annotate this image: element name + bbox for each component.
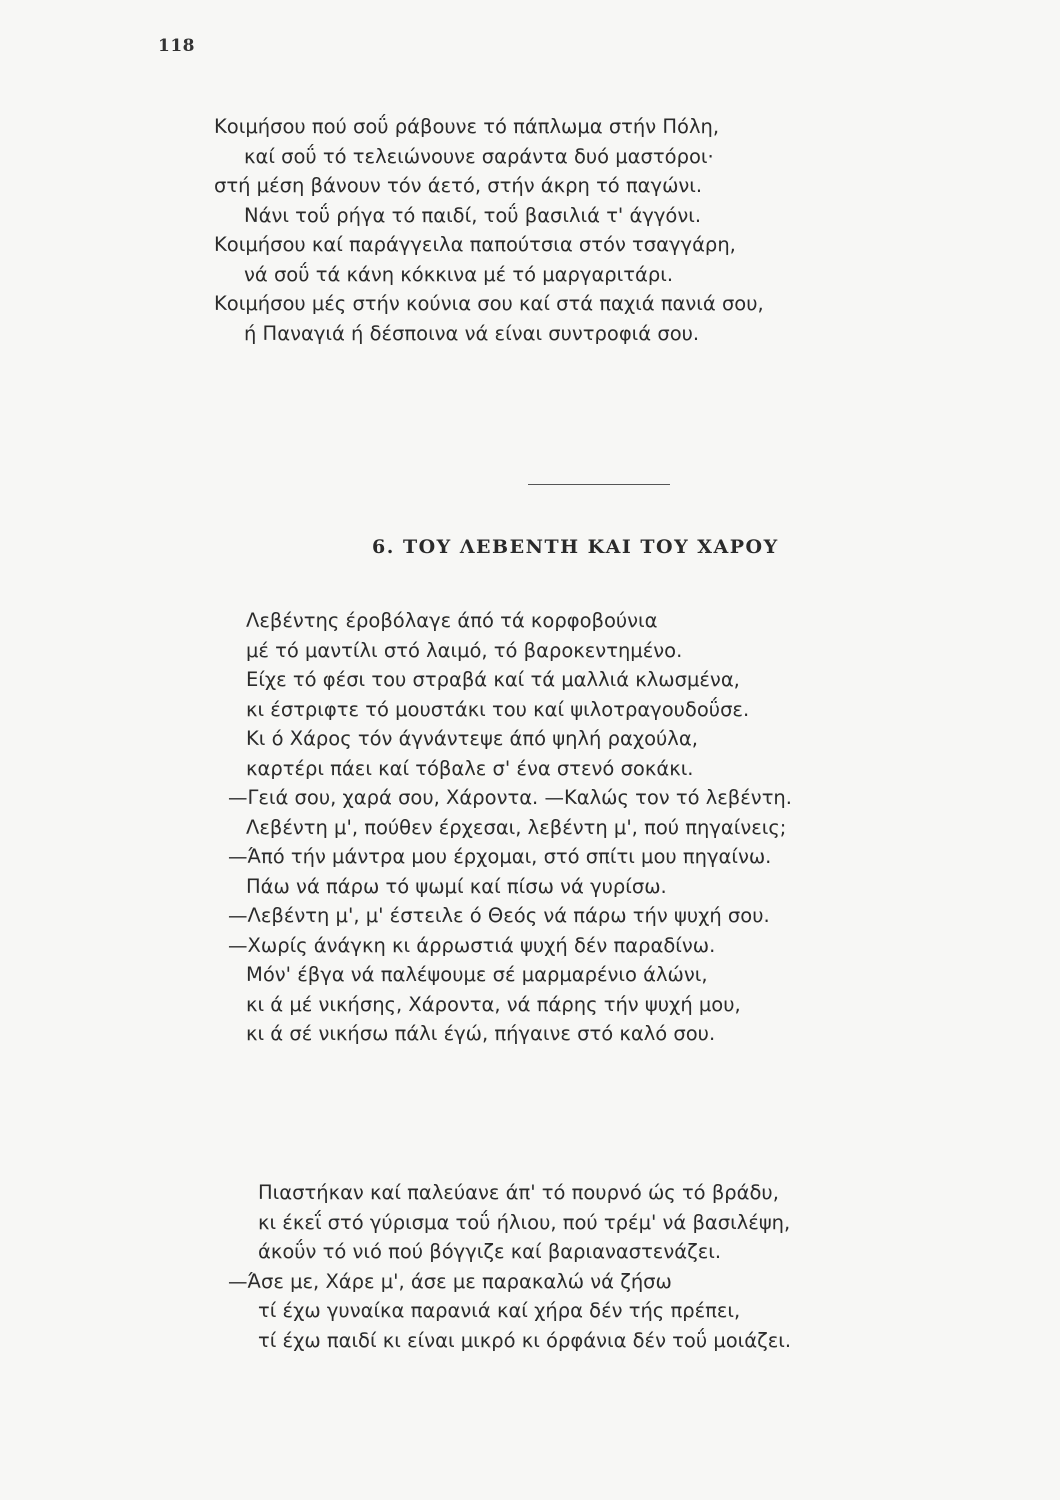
verse-line: Κοιμήσου καί παράγγειλα παπούτσια στόν τσαγγάρη,: [214, 233, 736, 256]
verse-line: καρτέρι πάει καί τόβαλε σ' ένα στενό σοκάκι.: [246, 756, 694, 780]
verse-line: τί έχω παιδί κι είναι μικρό κι όρφάνια δέν τοΰ μοιάζει.: [258, 1328, 792, 1352]
stanza-3: [228, 1178, 791, 1355]
verse-line: νά σοΰ τά κάνη κόκκινα μέ τό μαργαριτάρι.: [244, 262, 674, 286]
stanza-1: [214, 112, 764, 348]
verse-line: —Γειά σου, χαρά σου, Χάροντα. —Καλώς τον τό λεβέντη.: [228, 786, 792, 809]
verse-line: μέ τό μαντίλι στό λαιμό, τό βαροκεντημένο.: [246, 638, 683, 662]
verse-line: —Άπό τήν μάντρα μου έρχομαι, στό σπίτι μου πηγαίνω.: [228, 845, 772, 868]
verse-line: —Λεβέντη μ', μ' έστειλε ό Θεός νά πάρω τήν ψυχή σου.: [228, 904, 770, 927]
section-title: 6. ΤΟΥ ΛΕΒΕΝΤΗ ΚΑΙ ΤΟΥ ΧΑΡΟΥ: [372, 536, 779, 558]
verse-line: —Άσε με, Χάρε μ', άσε με παρακαλώ νά ζήσω: [228, 1269, 672, 1293]
verse-line: Πάω νά πάρω τό ψωμί καί πίσω νά γυρίσω.: [246, 874, 667, 898]
verse-line: άκοΰν τό νιό πού βόγγιζε καί βαριαναστενάζει.: [258, 1240, 722, 1263]
stanza-2: [228, 606, 792, 1049]
verse-line: Πιαστήκαν καί παλεύανε άπ' τό πουρνό ώς τό βράδυ,: [258, 1181, 779, 1204]
verse-line: κι ά σέ νικήσω πάλι έγώ, πήγαινε στό καλό σου.: [246, 1022, 716, 1045]
page-number: 118: [158, 36, 195, 56]
verse-line: Λεβέντης έροβόλαγε άπό τά κορφοβούνια: [246, 609, 658, 632]
verse-line: καί σοΰ τό τελειώνουνε σαράντα δυό μαστόροι·: [244, 144, 714, 168]
verse-line: Κι ό Χάρος τόν άγνάντεψε άπό ψηλή ραχούλα,: [246, 727, 698, 750]
verse-line: Κοιμήσου μές στήν κούνια σου καί στά παχιά πανιά σου,: [214, 292, 764, 315]
verse-line: στή μέση βάνουν τόν άετό, στήν άκρη τό παγώνι.: [214, 174, 703, 197]
verse-line: κι έκεΐ στό γύρισμα τοΰ ήλιου, πού τρέμ' νά βασιλέψη,: [258, 1210, 791, 1234]
verse-line: Νάνι τοΰ ρήγα τό παιδί, τοΰ βασιλιά τ' άγγόνι.: [244, 203, 702, 227]
verse-line: —Χωρίς άνάγκη κι άρρωστιά ψυχή δέν παραδίνω.: [228, 933, 716, 957]
verse-line: κι έστριφτε τό μουστάκι του καί ψιλοτραγουδοΰσε.: [246, 697, 750, 721]
verse-line: Μόν' έβγα νά παλέψουμε σέ μαρμαρένιο άλώνι,: [246, 963, 708, 986]
verse-line: Είχε τό φέσι του στραβά καί τά μαλλιά κλωσμένα,: [246, 668, 740, 691]
verse-line: Λεβέντη μ', πούθεν έρχεσαι, λεβέντη μ', πού πηγαίνεις;: [246, 815, 787, 839]
section-divider: [528, 484, 670, 485]
verse-line: τί έχω γυναίκα παρανιά καί χήρα δέν τής πρέπει,: [258, 1299, 741, 1322]
verse-line: Κοιμήσου πού σοΰ ράβουνε τό πάπλωμα στήν Πόλη,: [214, 115, 720, 138]
verse-line: ή Παναγιά ή δέσποινα νά είναι συντροφιά σου.: [244, 321, 700, 345]
verse-line: κι ά μέ νικήσης, Χάροντα, νά πάρης τήν ψυχή μου,: [246, 992, 741, 1016]
